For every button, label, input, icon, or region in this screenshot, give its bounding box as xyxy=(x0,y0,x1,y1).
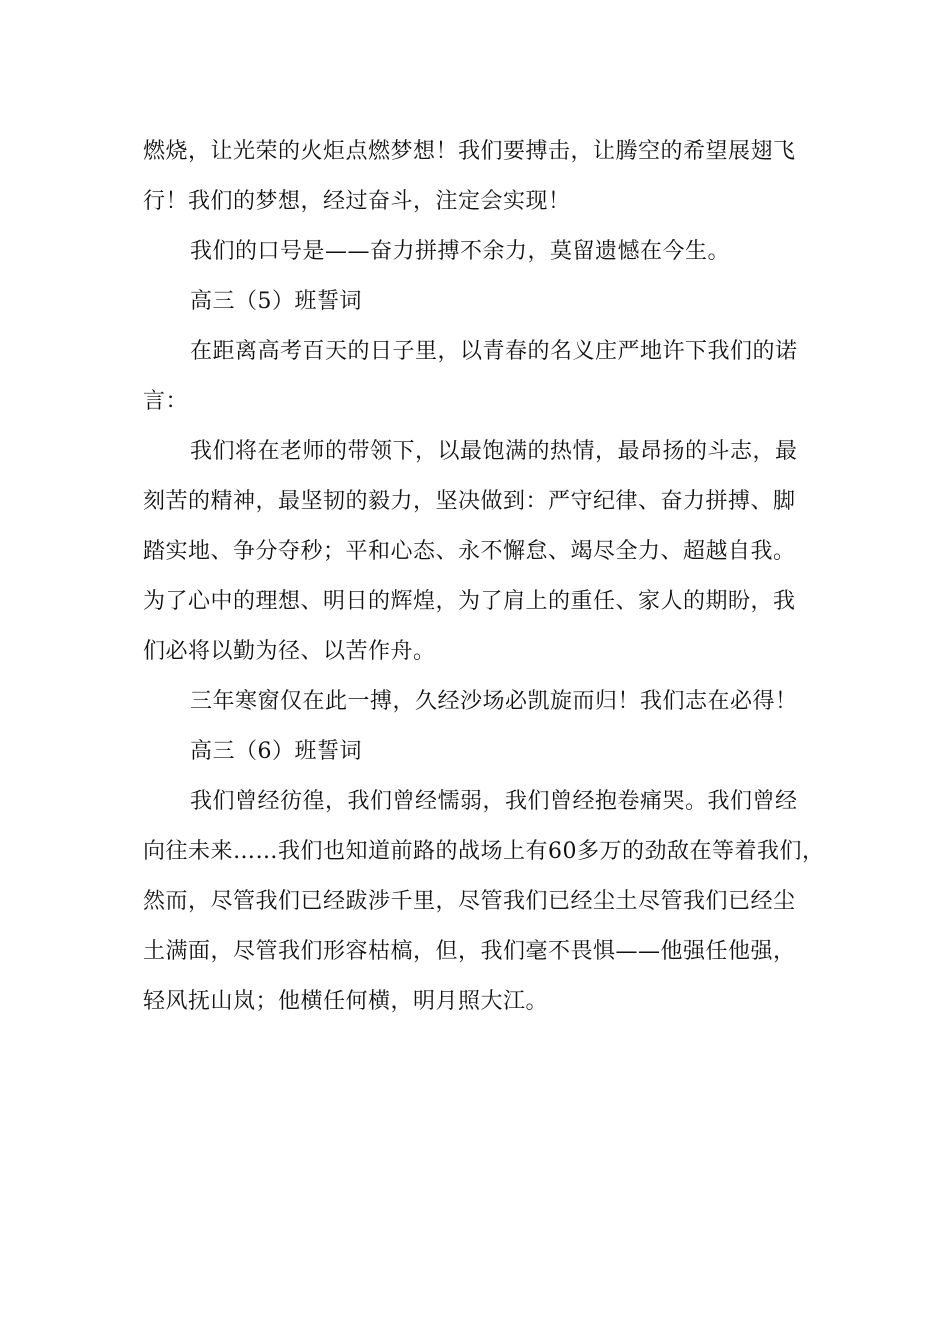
text-line: 我们将在老师的带领下，以最饱满的热情，最昂扬的斗志，最 xyxy=(190,439,798,464)
text-line: 我们的口号是——奋力拼搏不余力，莫留遗憾在今生。 xyxy=(190,239,731,264)
paragraph-torch xyxy=(143,127,808,227)
text-line: 然而，尽管我们已经跋涉千里，尽管我们已经尘土尽管我们已经尘 xyxy=(143,889,796,914)
text-line: 三年寒窗仅在此一搏，久经沙场必凯旋而归！我们志在必得！ xyxy=(190,689,798,714)
text-line: 在距离高考百天的日子里，以青春的名义庄严地许下我们的诺 xyxy=(190,339,798,364)
text-line: 土满面，尽管我们形容枯槁，但，我们毫不畏惧——他强任他强， xyxy=(143,939,796,964)
text-line: 踏实地、争分夺秒；平和心态、永不懈怠、竭尽全力、超越自我。 xyxy=(143,539,796,564)
text-line: 行！我们的梦想，经过奋斗，注定会实现！ xyxy=(143,189,571,214)
paragraph-journey xyxy=(143,777,825,1027)
text-line: 为了心中的理想、明日的辉煌，为了肩上的重任、家人的期盼，我 xyxy=(143,589,796,614)
text-line: 刻苦的精神，最坚韧的毅力，坚决做到：严守纪律、奋力拼搏、脚 xyxy=(143,489,796,514)
document-body xyxy=(143,127,825,1027)
text-line: 轻风抚山岚；他横任何横，明月照大江。 xyxy=(143,989,549,1014)
text-line: 燃烧，让光荣的火炬点燃梦想！我们要搏击，让腾空的希望展翅飞 xyxy=(143,139,796,164)
heading-class-6-oath xyxy=(143,727,808,777)
paragraph-slogan xyxy=(143,227,808,277)
section-heading: 高三（5）班誓词 xyxy=(190,289,362,314)
paragraph-promise xyxy=(143,327,808,427)
text-line: 们必将以勤为径、以苦作舟。 xyxy=(143,639,436,664)
text-line: 向往未来……我们也知道前路的战场上有60多万的劲敌在等着我们， xyxy=(143,839,825,864)
text-line: 言： xyxy=(143,389,189,414)
paragraph-commitment xyxy=(143,427,808,677)
section-heading: 高三（6）班誓词 xyxy=(190,739,362,764)
paragraph-resolve xyxy=(143,677,808,727)
heading-class-5-oath xyxy=(143,277,808,327)
text-line: 我们曾经彷徨，我们曾经懦弱，我们曾经抱卷痛哭。我们曾经 xyxy=(190,789,798,814)
